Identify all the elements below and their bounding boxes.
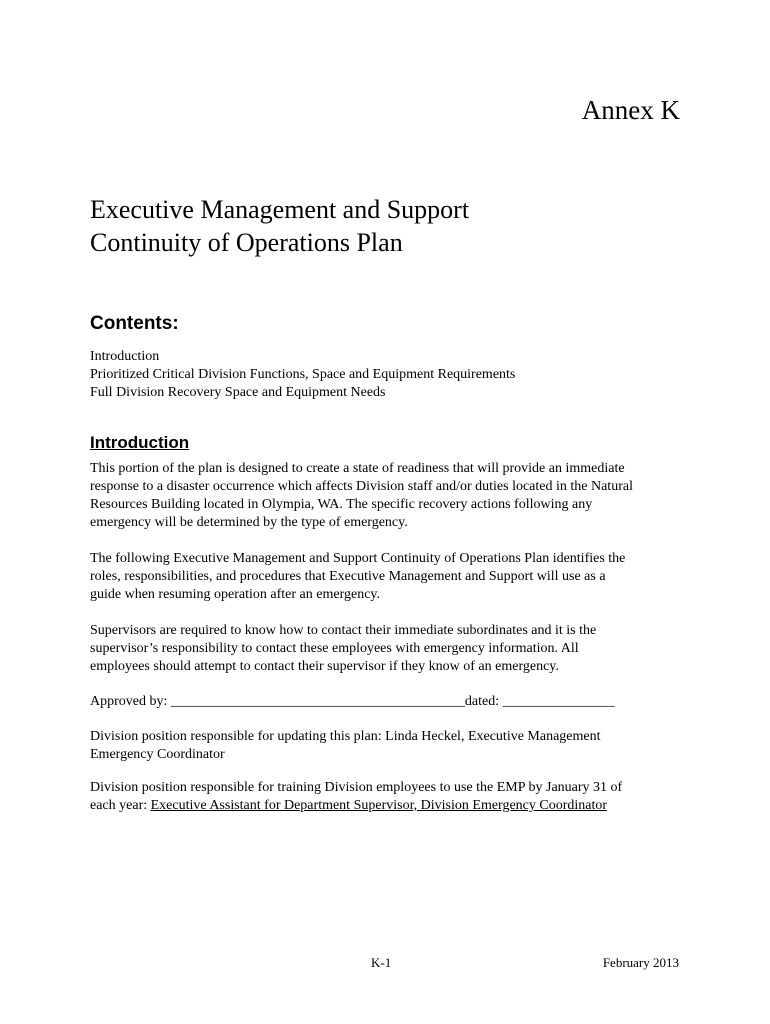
intro-paragraph-plan-purpose <box>90 550 690 604</box>
text-line: Division position responsible for training Division employees to use the EMP by January 31 of <box>90 780 623 795</box>
training-responsibility <box>90 779 690 815</box>
approval-line <box>90 693 690 711</box>
text-line: Division position responsible for updating this plan: Linda Heckel, Executive Management <box>90 729 601 744</box>
introduction-heading: Introduction <box>90 433 190 452</box>
text-line: roles, responsibilities, and procedures that Executive Management and Support will use as a <box>90 569 606 584</box>
contents-heading: Contents: <box>90 313 179 334</box>
text-line: Resources Building located in Olympia, WA. The specific recovery actions following any <box>90 497 593 512</box>
training-position: Executive Assistant for Department Supervisor, Division Emergency Coordinator <box>150 798 608 813</box>
training-prefix: each year: <box>90 798 151 813</box>
text-line: employees should attempt to contact their supervisor if they know of an emergency. <box>90 659 559 674</box>
text-line: supervisor’s responsibility to contact these employees with emergency information. All <box>90 641 579 656</box>
text-line: Emergency Coordinator <box>90 747 225 762</box>
page-number: K-1 <box>371 955 392 970</box>
intro-paragraph-supervisors <box>90 622 690 676</box>
intro-paragraph-readiness <box>90 460 690 532</box>
annex-label: Annex K <box>581 95 680 125</box>
contents-list <box>90 348 515 402</box>
footer-date: February 2013 <box>602 955 679 970</box>
text-line: The following Executive Management and Support Continuity of Operations Plan identifies the <box>90 551 626 566</box>
text-line: guide when resuming operation after an emergency. <box>90 587 381 602</box>
text-line <box>90 797 690 815</box>
document-title <box>90 193 690 259</box>
contents-item-critical-functions: Prioritized Critical Division Functions, Space and Equipment Requirements <box>90 367 516 382</box>
document-title-line-2: Continuity of Operations Plan <box>90 228 403 257</box>
text-line: Supervisors are required to know how to contact their immediate subordinates and it is the <box>90 623 597 638</box>
contents-item-introduction: Introduction <box>90 349 160 364</box>
text-line: emergency will be determined by the type of emergency. <box>90 515 408 530</box>
text-line: response to a disaster occurrence which affects Division staff and/or duties located in the Natural <box>90 479 633 494</box>
approval-text: Approved by: __________________________________________dated: ________________ <box>90 694 615 709</box>
text-line: This portion of the plan is designed to create a state of readiness that will provide an immediate <box>90 461 625 476</box>
updating-responsibility <box>90 728 690 764</box>
contents-item-full-recovery: Full Division Recovery Space and Equipment Needs <box>90 385 386 400</box>
document-title-line-1: Executive Management and Support <box>90 195 470 224</box>
